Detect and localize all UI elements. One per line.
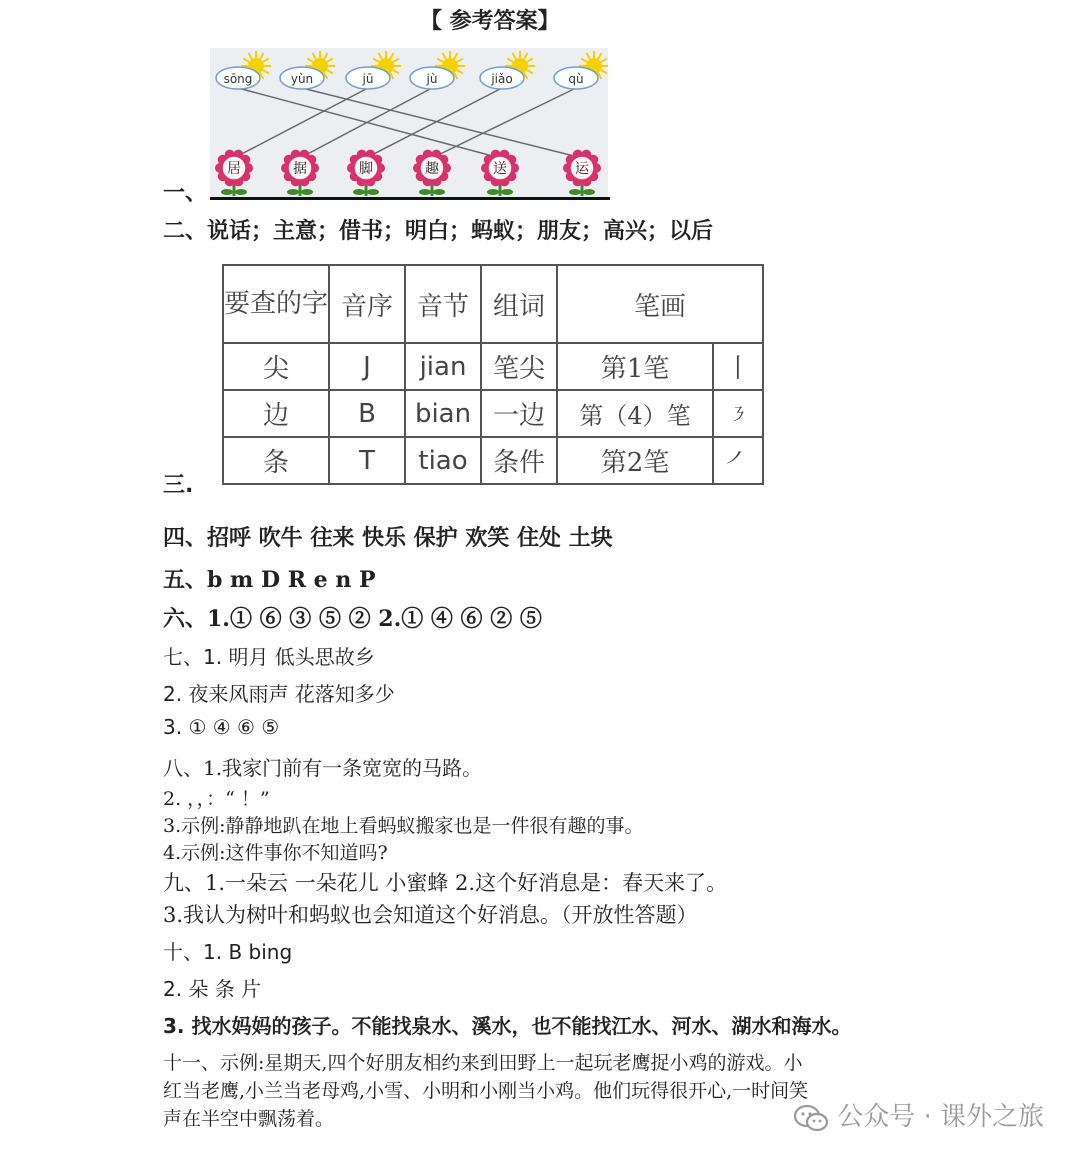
q10-line: 2. 朵 条 片	[163, 977, 262, 1001]
q1-label: 一、	[163, 181, 208, 206]
q7-line: 3. ① ④ ⑥ ⑤	[163, 715, 280, 739]
stroke-cell: ㇒	[713, 437, 763, 484]
leaf	[569, 189, 581, 195]
pinyin-text: jiǎo	[491, 72, 513, 86]
leaf	[433, 189, 445, 195]
pinyin-cloud	[216, 51, 271, 89]
q8-line: 八、1.我家门前有一条宽宽的马路。	[163, 756, 483, 780]
character-flower	[281, 150, 319, 196]
table-row	[223, 390, 763, 437]
table-cell: 第2笔	[557, 437, 713, 484]
q11-line: 声在半空中飘荡着。	[163, 1108, 335, 1130]
q7-line: 七、1. 明月 低头思故乡	[163, 645, 375, 669]
table-cell: 第（4）笔	[557, 390, 713, 437]
pinyin-cloud	[280, 51, 335, 89]
character-flower	[215, 150, 253, 196]
character-text: 运	[575, 161, 589, 177]
q11-line: 红当老鹰,小兰当老母鸡,小雪、小明和小刚当小鸡。他们玩得很开心,一时间笑	[163, 1080, 809, 1102]
q8-line: 2. ，，：“ ！”	[163, 788, 270, 810]
page-title: 【 参考答案】	[420, 9, 560, 34]
figure-baseline	[210, 197, 610, 200]
q10-line: 十、1. B bing	[163, 940, 293, 964]
table-cell: B	[329, 390, 405, 437]
leaf	[287, 189, 299, 195]
q9-line: 3.我认为树叶和蚂蚁也会知道这个好消息。（开放性答题）	[163, 903, 698, 927]
pinyin-cloud	[554, 51, 608, 89]
character-flower	[347, 150, 385, 196]
q8-line: 4.示例:这件事你不知道吗?	[163, 842, 388, 864]
character-text: 脚	[359, 161, 373, 177]
q7-line: 2. 夜来风雨声 花落知多少	[163, 682, 395, 706]
leaf	[501, 189, 513, 195]
matching-diagram	[210, 48, 608, 198]
watermark	[793, 1096, 1044, 1133]
table-cell: bian	[405, 390, 481, 437]
q2-answers: 二、说话；主意；借书；明白；蚂蚁；朋友；高兴；以后	[163, 219, 714, 244]
leaf	[367, 189, 379, 195]
table-cell: 条	[223, 437, 329, 484]
q9-line: 九、1.一朵云 一朵花儿 小蜜蜂 2.这个好消息是：春天来了。	[163, 871, 728, 895]
header-cell: 笔画	[557, 265, 763, 343]
pinyin-text: qù	[568, 72, 584, 86]
table-cell: jian	[405, 343, 481, 390]
pinyin-text: sōng	[223, 72, 253, 86]
header-cell: 音序	[329, 265, 405, 343]
match-line	[234, 88, 368, 158]
table-cell: T	[329, 437, 405, 484]
q11-line: 十一、示例:星期天,四个好朋友相约来到田野上一起玩老鹰捉小鸡的游戏。小	[163, 1052, 803, 1074]
table-cell: 条件	[481, 437, 557, 484]
q4-answers: 四、招呼 吹牛 往来 快乐 保护 欢笑 住处 土块	[163, 526, 613, 551]
header-cell: 音节	[405, 265, 481, 343]
table-row	[223, 343, 763, 390]
match-line	[238, 88, 500, 158]
character-flower	[413, 150, 451, 196]
dictionary-table	[222, 264, 764, 485]
pinyin-cloud	[480, 51, 535, 89]
character-text: 居	[227, 161, 241, 177]
table-header-row	[223, 265, 763, 343]
match-line	[300, 88, 432, 158]
leaf	[419, 189, 431, 195]
table-cell: J	[329, 343, 405, 390]
leaf	[221, 189, 233, 195]
pinyin-text: jū	[362, 72, 374, 86]
wechat-icon	[793, 1104, 829, 1132]
character-text: 趣	[425, 161, 439, 177]
pinyin-text: yùn	[290, 72, 314, 86]
match-line	[366, 88, 502, 158]
matching-lines	[234, 88, 582, 158]
q6-answers: 六、1.① ⑥ ③ ⑤ ② 2.① ④ ⑥ ② ⑤	[163, 606, 542, 632]
table-row	[223, 437, 763, 484]
pinyin-cloud	[410, 51, 465, 89]
header-cell: 组词	[481, 265, 557, 343]
character-text: 送	[493, 161, 507, 177]
watermark-text: 公众号 · 课外之旅	[837, 1102, 1044, 1132]
header-cell: 要查的字	[223, 265, 329, 343]
leaf	[235, 189, 247, 195]
table-cell: 尖	[223, 343, 329, 390]
leaf	[301, 189, 313, 195]
matching-figure	[210, 48, 608, 198]
leaf	[353, 189, 365, 195]
q5-answers: 五、b m D R e n P	[163, 567, 376, 593]
q10-line: 3. 找水妈妈的孩子。不能找泉水、溪水，也不能找江水、河水、湖水和海水。	[163, 1014, 852, 1038]
character-flower	[563, 150, 601, 196]
table-cell: 第1笔	[557, 343, 713, 390]
match-line	[432, 88, 576, 158]
character-flower	[481, 150, 519, 196]
character-text: 据	[293, 161, 307, 177]
stroke-cell: ㇋	[713, 390, 763, 437]
pinyin-text: jù	[426, 72, 438, 86]
table-cell: 一边	[481, 390, 557, 437]
table-cell: 笔尖	[481, 343, 557, 390]
table-cell: tiao	[405, 437, 481, 484]
pinyin-cloud	[346, 51, 401, 89]
leaf	[487, 189, 499, 195]
q8-line: 3.示例:静静地趴在地上看蚂蚁搬家也是一件很有趣的事。	[163, 815, 644, 837]
q3-label: 三.	[163, 473, 194, 498]
leaf	[583, 189, 595, 195]
table-cell: 边	[223, 390, 329, 437]
stroke-cell: 丨	[713, 343, 763, 390]
match-line	[302, 88, 582, 158]
